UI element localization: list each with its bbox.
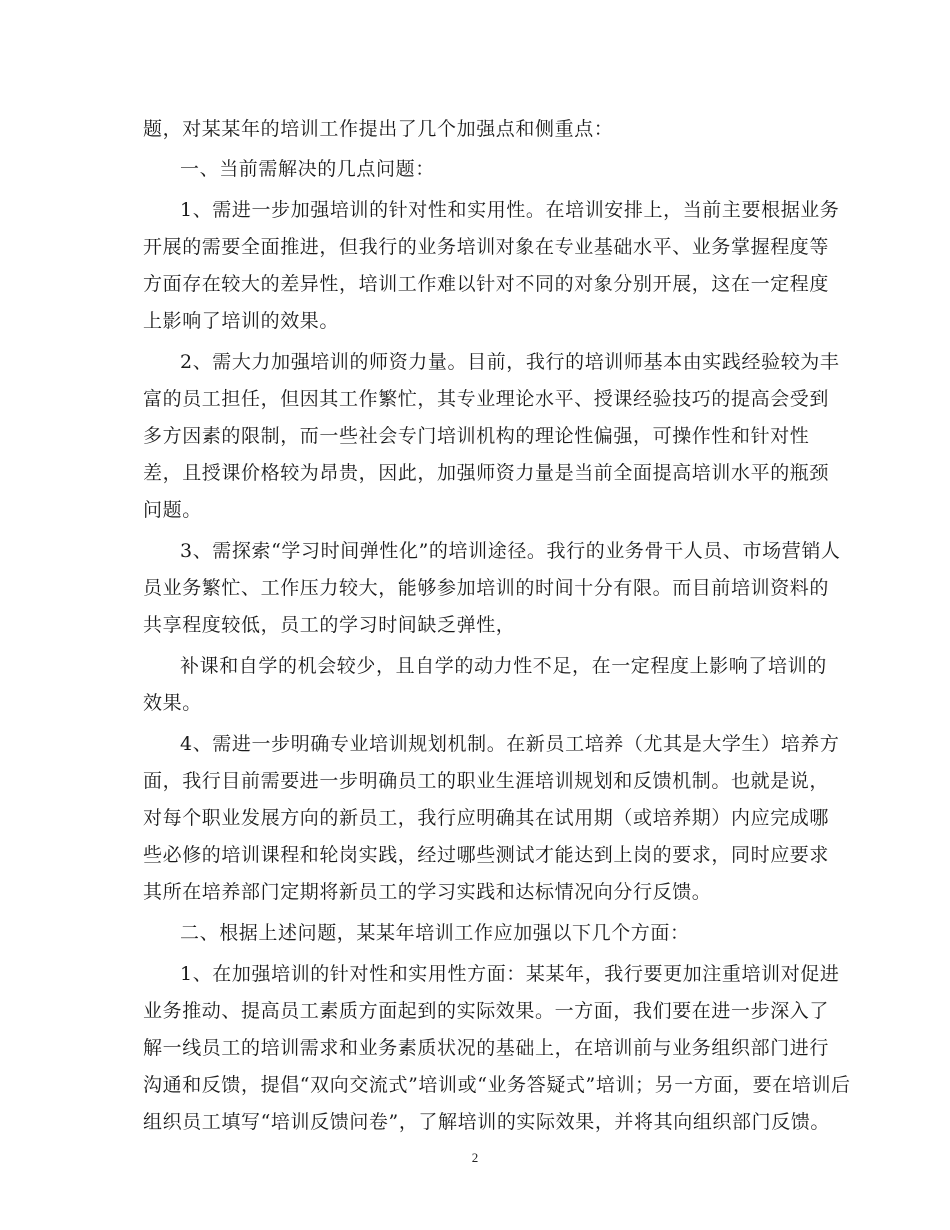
text-line: 解一线员工的培训需求和业务素质状况的基础上，在培训前与业务组织部门进行 [143, 1037, 830, 1059]
text-line: 富的员工担任，但因其工作繁忙，其专业理论水平、授课经验技巧的提高会受到 [143, 388, 830, 410]
text-line: 沟通和反馈，提倡“双向交流式”培训或“业务答疑式”培训；另一方面，要在培训后 [143, 1074, 851, 1096]
text-line: 补课和自学的机会较少，且自学的动力性不足，在一定程度上影响了培训的 [180, 655, 827, 677]
text-line: 业务推动、提高员工素质方面起到的实际效果。一方面，我们要在进一步深入了 [143, 1000, 830, 1022]
section-heading: 二、根据上述问题，某某年培训工作应加强以下几个方面： [180, 922, 690, 944]
text-line: 面，我行目前需要进一步明确员工的职业生涯培训规划和反馈机制。也就是说， [143, 770, 830, 792]
text-line: 其所在培养部门定期将新员工的学习实践和达标情况向分行反馈。 [143, 881, 712, 903]
text-line: 效果。 [143, 692, 202, 714]
text-line: 1、在加强培训的针对性和实用性方面：某某年，我行要更加注重培训对促进 [180, 963, 840, 985]
text-line: 3、需探索“学习时间弹性化”的培训途径。我行的业务骨干人员、市场营销人 [180, 540, 841, 562]
text-line: 共享程度较低，员工的学习时间缺乏弹性， [143, 614, 516, 636]
text-line: 开展的需要全面推进，但我行的业务培训对象在专业基础水平、业务掌握程度等 [143, 236, 830, 258]
text-line: 2、需大力加强培训的师资力量。目前，我行的培训师基本由实践经验较为丰 [180, 351, 840, 373]
section-heading: 一、当前需解决的几点问题： [180, 158, 435, 180]
text-line: 差，且授课价格较为昂贵，因此，加强师资力量是当前全面提高培训水平的瓶颈 [143, 462, 830, 484]
text-line: 问题。 [143, 499, 202, 521]
text-line: 对每个职业发展方向的新员工，我行应明确其在试用期（或培养期）内应完成哪 [143, 807, 830, 829]
text-line: 些必修的培训课程和轮岗实践，经过哪些测试才能达到上岗的要求，同时应要求 [143, 844, 830, 866]
text-line: 上影响了培训的效果。 [143, 310, 340, 332]
text-line: 题，对某某年的培训工作提出了几个加强点和侧重点： [143, 118, 614, 140]
text-line: 组织员工填写“培训反馈问卷”，了解培训的实际效果，并将其向组织部门反馈。 [143, 1111, 831, 1133]
text-line: 4、需进一步明确专业培训规划机制。在新员工培养（尤其是大学生）培养方 [180, 733, 840, 755]
text-line: 方面存在较大的差异性，培训工作难以针对不同的对象分别开展，这在一定程度 [143, 273, 830, 295]
page-number: 2 [471, 1150, 479, 1165]
text-line: 1、需进一步加强培训的针对性和实用性。在培训安排上，当前主要根据业务 [180, 199, 840, 221]
text-line: 多方因素的限制，而一些社会专门培训机构的理论性偏强，可操作性和针对性 [143, 425, 810, 447]
text-line: 员业务繁忙、工作压力较大，能够参加培训的时间十分有限。而目前培训资料的 [143, 577, 830, 599]
